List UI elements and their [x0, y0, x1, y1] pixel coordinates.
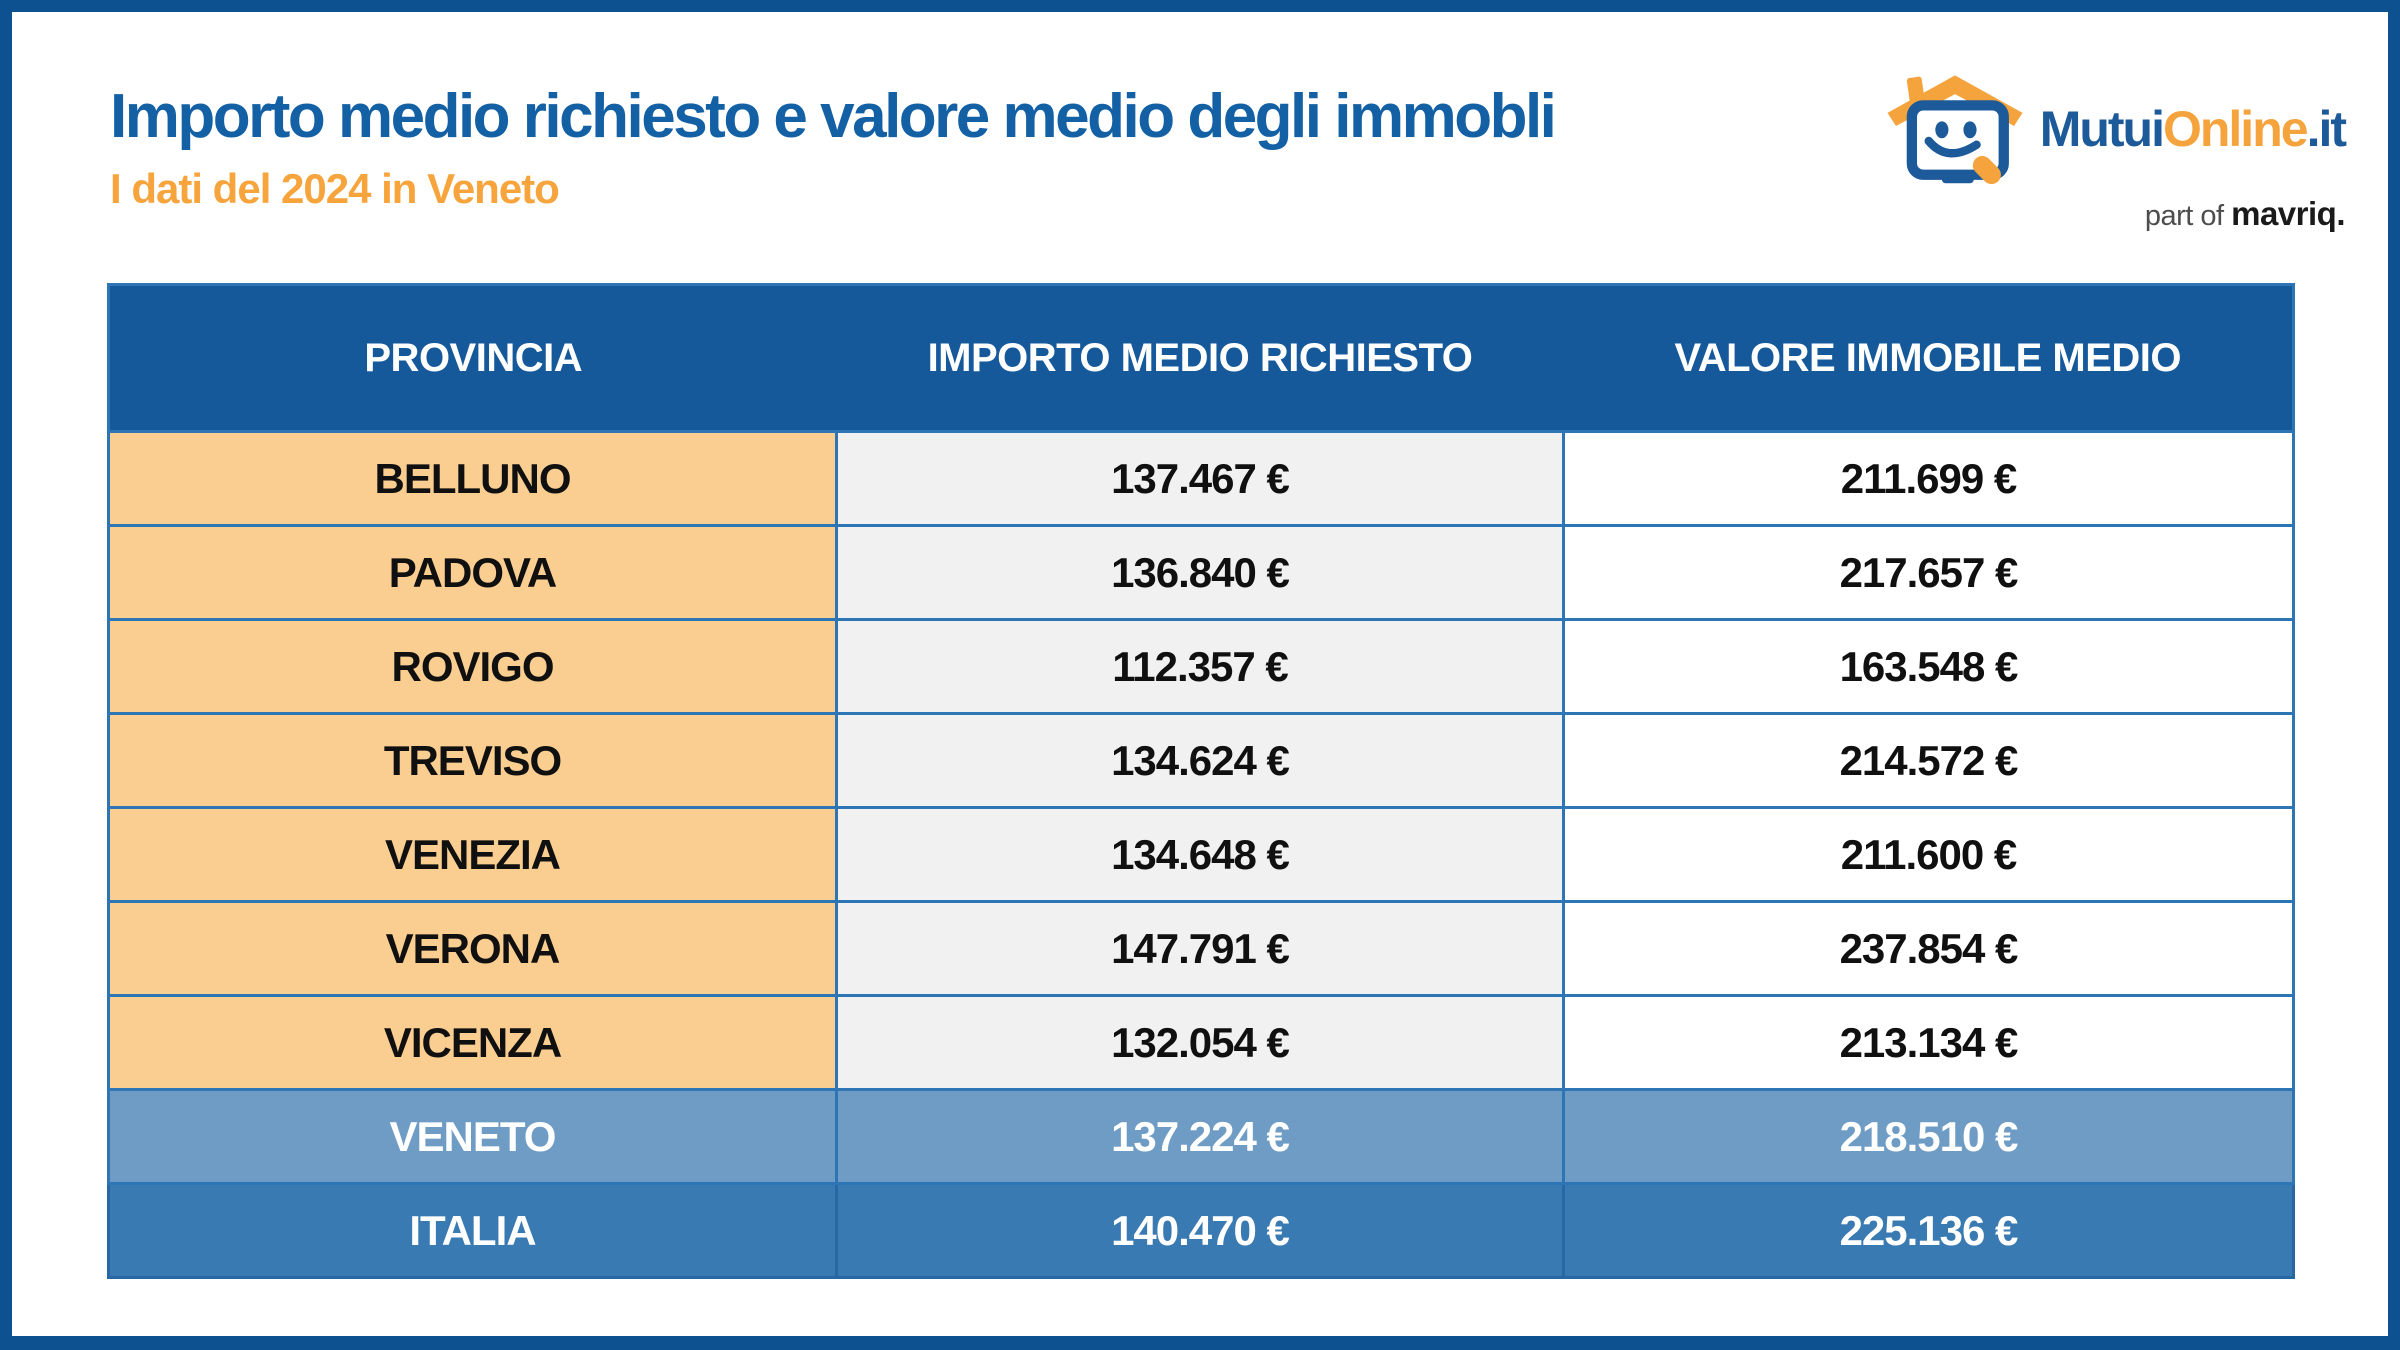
table-row: [109, 620, 2294, 714]
brand-online: Online: [2162, 100, 2307, 157]
provincia-cell: ITALIA: [109, 1184, 837, 1278]
valore-cell: 211.600 €: [1564, 808, 2294, 902]
provincia-cell: VICENZA: [109, 996, 837, 1090]
table-row: [109, 996, 2294, 1090]
brand-mutui: Mutui: [2039, 100, 2163, 157]
provincia-cell: TREVISO: [109, 714, 837, 808]
importo-cell: 137.224 €: [837, 1090, 1564, 1184]
column-header-provincia: PROVINCIA: [109, 285, 837, 432]
valore-cell: 225.136 €: [1564, 1184, 2294, 1278]
column-header-valore: VALORE IMMOBILE MEDIO: [1564, 285, 2294, 432]
table-row: [109, 902, 2294, 996]
column-header-importo: IMPORTO MEDIO RICHIESTO: [837, 285, 1564, 432]
importo-cell: 134.648 €: [837, 808, 1564, 902]
provincia-cell: VERONA: [109, 902, 837, 996]
importo-cell: 134.624 €: [837, 714, 1564, 808]
importo-cell: 140.470 €: [837, 1184, 1564, 1278]
table-row: [109, 808, 2294, 902]
page-title: Importo medio richiesto e valore medio degli immobli: [110, 82, 1555, 151]
valore-cell: 163.548 €: [1564, 620, 2294, 714]
brand-wordmark: [2040, 100, 2345, 158]
provincia-cell: PADOVA: [109, 526, 837, 620]
valore-cell: 211.699 €: [1564, 432, 2294, 526]
provincia-cell: VENEZIA: [109, 808, 837, 902]
valore-cell: 217.657 €: [1564, 526, 2294, 620]
tagline-prefix: part of: [2144, 200, 2232, 232]
importo-cell: 132.054 €: [837, 996, 1564, 1090]
valore-cell: 214.572 €: [1564, 714, 2294, 808]
provincia-cell: VENETO: [109, 1090, 837, 1184]
tagline-mavriq: mavriq.: [2231, 195, 2345, 232]
provincia-cell: ROVIGO: [109, 620, 837, 714]
table-header-row: [109, 285, 2294, 432]
valore-cell: 237.854 €: [1564, 902, 2294, 996]
table-row: [109, 432, 2294, 526]
importo-cell: 137.467 €: [837, 432, 1564, 526]
importo-cell: 136.840 €: [837, 526, 1564, 620]
valore-cell: 213.134 €: [1564, 996, 2294, 1090]
mortgage-table: [107, 283, 2295, 1279]
page-subtitle: I dati del 2024 in Veneto: [110, 165, 559, 213]
provincia-cell: BELLUNO: [109, 432, 837, 526]
table-row: [109, 526, 2294, 620]
mutuionline-logo: [1880, 64, 2345, 233]
valore-cell: 218.510 €: [1564, 1090, 2294, 1184]
table-row-country-total: [109, 1184, 2294, 1278]
table-row: [109, 714, 2294, 808]
header: [110, 84, 1554, 213]
mutuionline-smiley-house-monitor-icon: [1880, 64, 2030, 193]
brand-tagline: [2145, 195, 2345, 233]
table-row-region-total: [109, 1090, 2294, 1184]
brand-it: .it: [2306, 100, 2345, 157]
importo-cell: 112.357 €: [837, 620, 1564, 714]
importo-cell: 147.791 €: [837, 902, 1564, 996]
